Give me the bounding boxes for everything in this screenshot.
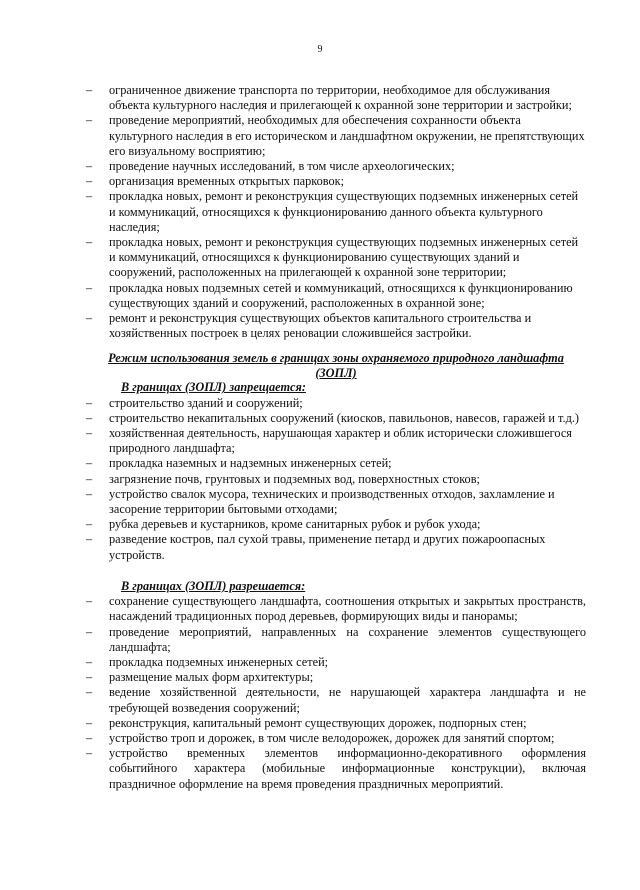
list-item: – проведение мероприятий, необходимых для обеспечения сохранности объекта культурного наследия в его историческом и ландшафтном окружении, не препятствующих его визуальному восприятию; xyxy=(86,113,586,159)
prohibited-list xyxy=(86,396,586,563)
section-spacer xyxy=(86,563,586,579)
list-item: – проведение научных исследований, в том числе археологических; xyxy=(86,159,586,174)
list-item: – размещение малых форм архитектуры; xyxy=(86,670,586,685)
list-item: – устройство троп и дорожек, в том числе велодорожек, дорожек для занятий спортом; xyxy=(86,731,586,746)
list-item: – устройство свалок мусора, технических и производственных отходов, захламление и засорение территории бытовыми отходами; xyxy=(86,487,586,517)
list-item: – загрязнение почв, грунтовых и подземных вод, поверхностных стоков; xyxy=(86,472,586,487)
list-item: – хозяйственная деятельность, нарушающая характер и облик исторически сложившегося природного ландшафта; xyxy=(86,426,586,456)
list-item: – реконструкция, капитальный ремонт существующих дорожек, подпорных стен; xyxy=(86,716,586,731)
list-item: – ремонт и реконструкция существующих объектов капитального строительства и хозяйственных построек в целях реновации сложившейся застройки. xyxy=(86,311,586,341)
section-title: Режим использования земель в границах зоны охраняемого природного ландшафта (ЗОПЛ) xyxy=(108,351,564,380)
list-item: – прокладка новых, ремонт и реконструкция существующих подземных инженерных сетей и коммуникаций, относящихся к функционированию данного объекта культурного наследия; xyxy=(86,189,586,235)
list-item: – сохранение существующего ландшафта, соотношения открытых и закрытых пространств, насаждений традиционных пород деревьев, формирующих виды и панорамы; xyxy=(86,594,586,624)
list-item: – строительство зданий и сооружений; xyxy=(86,396,586,411)
list-item: – разведение костров, пал сухой травы, применение петард и других пожароопасных устройств. xyxy=(86,532,586,562)
list-item: – прокладка подземных инженерных сетей; xyxy=(86,655,586,670)
list-item: – прокладка наземных и надземных инженерных сетей; xyxy=(86,456,586,471)
continued-list xyxy=(86,83,586,341)
list-item: – прокладка новых подземных сетей и коммуникаций, относящихся к функционированию существующих зданий и сооружений, расположенных в охранной зоне; xyxy=(86,281,586,311)
allowed-heading: В границах (ЗОПЛ) разрешается: xyxy=(121,578,306,593)
page-content xyxy=(86,83,586,792)
page-number: 9 xyxy=(317,44,323,55)
list-item: – организация временных открытых парковок; xyxy=(86,174,586,189)
allowed-list xyxy=(86,594,586,792)
list-item: – ведение хозяйственной деятельности, не нарушающей характера ландшафта и не требующей возведения сооружений; xyxy=(86,685,586,715)
list-item: – проведение мероприятий, направленных на сохранение элементов существующего ландшафта; xyxy=(86,625,586,655)
prohibited-heading: В границах (ЗОПЛ) запрещается: xyxy=(121,380,306,395)
list-item: – устройство временных элементов информационно-декоративного оформления событийного характера (мобильные информационные конструкции), включая праздничное оформление на время проведения праздничных мероприятий. xyxy=(86,746,586,792)
list-item: – рубка деревьев и кустарников, кроме санитарных рубок и рубок ухода; xyxy=(86,517,586,532)
list-item: – строительство некапитальных сооружений (киосков, павильонов, навесов, гаражей и т.д.) xyxy=(86,411,586,426)
list-item: – прокладка новых, ремонт и реконструкция существующих подземных инженерных сетей и коммуникаций, относящихся к функционированию существующих зданий и сооружений, расположенных на прилегающей к охранной зоне территории; xyxy=(86,235,586,281)
list-item: – ограниченное движение транспорта по территории, необходимое для обслуживания объекта культурного наследия и прилегающей к охранной зоне территории и застройки; xyxy=(86,83,586,113)
